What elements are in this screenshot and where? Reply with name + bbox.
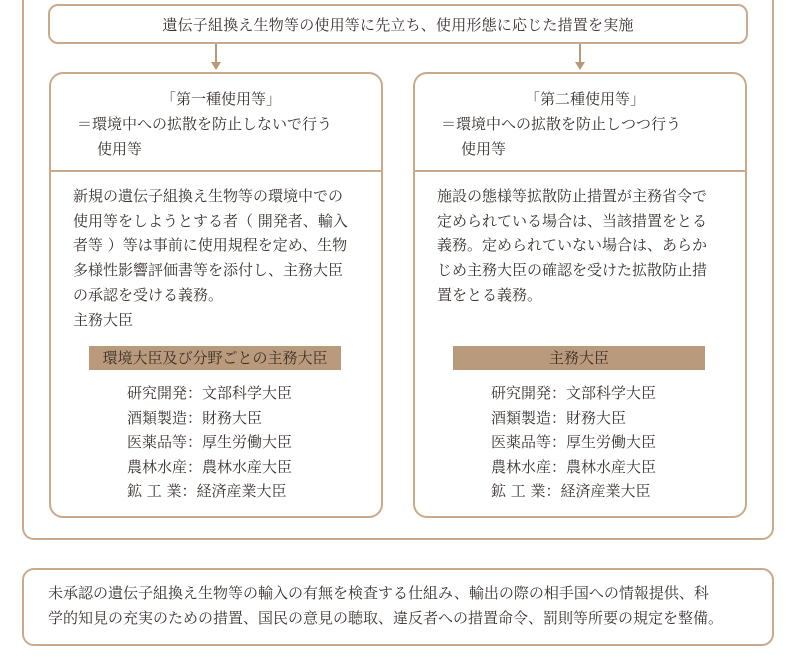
- description-line: 者等 ）等は事前に使用規程を定め、生物: [73, 236, 348, 255]
- second-type-authority-label: 主務大臣: [453, 346, 705, 370]
- first-type-use-definition: ＝環境中への拡散を防止しないで行う: [77, 115, 333, 133]
- description-line: 使用等をしようとする者（ 開発者、輸入: [73, 211, 348, 230]
- top-summary-box: [48, 4, 748, 44]
- first-type-use-header: [51, 74, 381, 172]
- second-type-ministry-list: [491, 381, 656, 504]
- description-line: の承認を受ける義務。: [73, 285, 224, 304]
- bottom-summary-line: 未承認の遺伝子組換え生物等の輸入の有無を検査する仕組み、輸出の際の相手国への情報提供、科: [48, 584, 709, 602]
- ministry-row: 農林水産：農林水産大臣: [127, 457, 293, 476]
- arrow-down-left: [211, 44, 221, 72]
- ministry-row: 医薬品等：厚生労働大臣: [491, 433, 657, 452]
- description-line: 義務。定められていない場合は、あらか: [437, 236, 708, 255]
- top-summary-text: 遺伝子組換え生物等の使用等に先立ち、使用形態に応じた措置を実施: [162, 15, 634, 34]
- first-type-use-title: 「第一種使用等」: [161, 90, 282, 108]
- ministry-row: 研究開発：文部科学大臣: [127, 384, 293, 402]
- ministry-row: 農林水産：農林水産大臣: [491, 457, 657, 476]
- second-type-use-definition-cont: 使用等: [461, 140, 507, 158]
- second-type-use-title: 「第二種使用等」: [525, 90, 646, 108]
- second-type-use-description: [415, 172, 745, 308]
- ministry-row: 鉱 工 業：経済産業大臣: [491, 482, 651, 501]
- second-type-use-definition: ＝環境中への拡散を防止しつつ行う: [441, 115, 682, 133]
- ministry-row: 酒類製造：財務大臣: [491, 408, 627, 427]
- description-line: じめ主務大臣の確認を受けた拡散防止措: [437, 261, 708, 280]
- bottom-summary-line: 学的知見の充実のための措置、国民の意見の聴取、違反者への措置命令、罰則等所要の規定を整備。: [48, 609, 724, 627]
- description-line: 定められている場合は、当該措置をとる: [437, 211, 708, 230]
- arrow-down-right: [575, 44, 585, 72]
- description-line: 多様性影響評価書等を添付し、主務大臣: [73, 261, 344, 280]
- first-type-ministry-list: [127, 381, 292, 504]
- description-line: 新規の遺伝子組換え生物等の環境中での: [73, 187, 344, 205]
- second-type-use-header: [415, 74, 745, 172]
- ministry-row: 医薬品等：厚生労働大臣: [127, 433, 293, 452]
- ministry-row: 酒類製造：財務大臣: [127, 408, 263, 427]
- first-type-use-description: [51, 172, 381, 332]
- first-type-use-panel: [49, 72, 383, 518]
- second-type-use-panel: [413, 72, 747, 518]
- ministry-row: 研究開発：文部科学大臣: [491, 384, 657, 402]
- ministry-row: 鉱 工 業：経済産業大臣: [127, 482, 287, 501]
- description-line: 施設の態様等拡散防止措置が主務省令で: [437, 187, 708, 205]
- description-line: 主務大臣: [73, 310, 134, 329]
- first-type-authority-label: 環境大臣及び分野ごとの主務大臣: [89, 346, 341, 370]
- first-type-use-definition-cont: 使用等: [97, 140, 143, 158]
- description-line: 置をとる義務。: [437, 285, 543, 304]
- bottom-summary-box: [22, 568, 774, 646]
